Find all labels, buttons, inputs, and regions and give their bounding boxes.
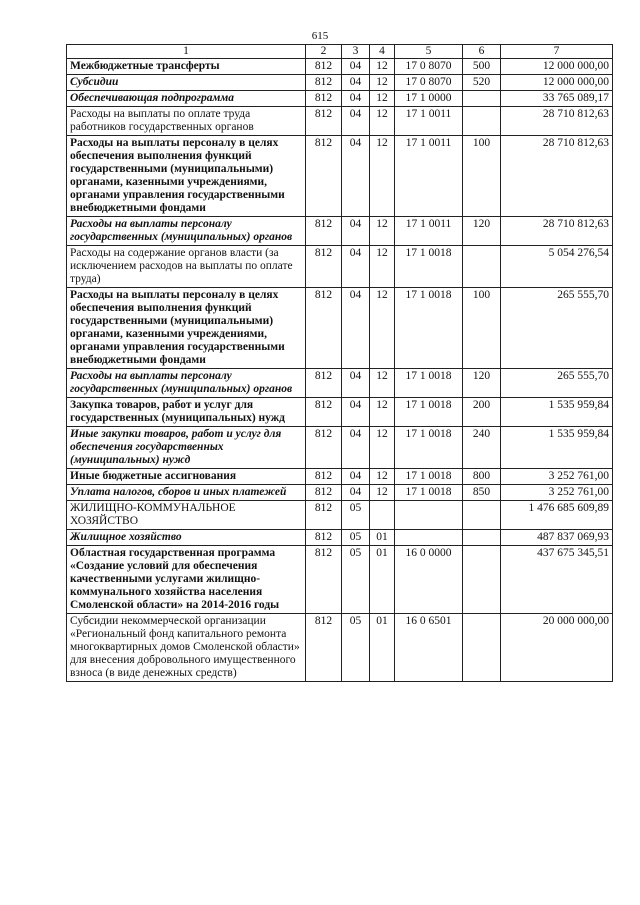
table-row — [67, 485, 613, 501]
row-subsection: 12 — [370, 427, 395, 469]
row-target-article: 17 1 0018 — [395, 427, 463, 469]
row-expense-type — [463, 546, 501, 614]
row-section: 04 — [342, 369, 370, 398]
row-section: 04 — [342, 485, 370, 501]
table-row — [67, 530, 613, 546]
row-amount: 437 675 345,51 — [501, 546, 613, 614]
row-subsection: 12 — [370, 107, 395, 136]
row-amount: 3 252 761,00 — [501, 485, 613, 501]
header-col-2: 2 — [306, 45, 342, 59]
table-row — [67, 427, 613, 469]
header-col-5: 5 — [395, 45, 463, 59]
row-subsection: 01 — [370, 614, 395, 682]
row-subsection: 12 — [370, 288, 395, 369]
table-row — [67, 246, 613, 288]
row-name: Расходы на выплаты по оплате труда работников государственных органов — [67, 107, 306, 136]
row-subsection: 12 — [370, 485, 395, 501]
header-col-7: 7 — [501, 45, 613, 59]
row-section: 05 — [342, 546, 370, 614]
row-section: 04 — [342, 136, 370, 217]
row-target-article: 17 1 0018 — [395, 485, 463, 501]
row-code-admin: 812 — [306, 246, 342, 288]
row-code-admin: 812 — [306, 485, 342, 501]
row-subsection: 12 — [370, 246, 395, 288]
row-expense-type: 240 — [463, 427, 501, 469]
row-name: Иные бюджетные ассигнования — [67, 469, 306, 485]
row-target-article: 17 1 0011 — [395, 217, 463, 246]
row-subsection: 12 — [370, 91, 395, 107]
row-code-admin: 812 — [306, 427, 342, 469]
row-amount: 1 535 959,84 — [501, 398, 613, 427]
row-section: 04 — [342, 217, 370, 246]
row-target-article: 17 1 0018 — [395, 369, 463, 398]
row-code-admin: 812 — [306, 217, 342, 246]
row-subsection: 01 — [370, 546, 395, 614]
row-code-admin: 812 — [306, 107, 342, 136]
row-name: Расходы на выплаты персоналу государственных (муниципальных) органов — [67, 369, 306, 398]
row-name: Областная государственная программа «Создание условий для обеспечения качественными услугами жилищно-коммунального хозяйства населения Смоленской области» на 2014-2016 годы — [67, 546, 306, 614]
header-col-1: 1 — [67, 45, 306, 59]
row-subsection: 12 — [370, 217, 395, 246]
row-target-article: 17 0 8070 — [395, 75, 463, 91]
row-expense-type: 120 — [463, 369, 501, 398]
row-code-admin: 812 — [306, 369, 342, 398]
row-expense-type — [463, 614, 501, 682]
row-code-admin: 812 — [306, 530, 342, 546]
row-section: 04 — [342, 427, 370, 469]
row-name: ЖИЛИЩНО-КОММУНАЛЬНОЕ ХОЗЯЙСТВО — [67, 501, 306, 530]
row-target-article: 17 1 0011 — [395, 107, 463, 136]
row-name: Жилищное хозяйство — [67, 530, 306, 546]
row-expense-type: 850 — [463, 485, 501, 501]
row-amount: 487 837 069,93 — [501, 530, 613, 546]
row-code-admin: 812 — [306, 398, 342, 427]
row-section: 05 — [342, 501, 370, 530]
row-target-article: 16 0 6501 — [395, 614, 463, 682]
row-expense-type — [463, 91, 501, 107]
row-code-admin: 812 — [306, 136, 342, 217]
row-name: Расходы на выплаты персоналу в целях обеспечения выполнения функций государственными (муниципальными) органами, казенными учреждениями, органами управления государственными внебюджетными фондами — [67, 288, 306, 369]
row-target-article: 17 0 8070 — [395, 59, 463, 75]
row-expense-type: 100 — [463, 288, 501, 369]
row-name: Закупка товаров, работ и услуг для государственных (муниципальных) нужд — [67, 398, 306, 427]
row-expense-type: 200 — [463, 398, 501, 427]
row-amount: 28 710 812,63 — [501, 217, 613, 246]
row-code-admin: 812 — [306, 546, 342, 614]
row-subsection: 12 — [370, 369, 395, 398]
row-name: Иные закупки товаров, работ и услуг для обеспечения государственных (муниципальных) нужд — [67, 427, 306, 469]
table-row — [67, 614, 613, 682]
row-amount: 28 710 812,63 — [501, 107, 613, 136]
row-code-admin: 812 — [306, 614, 342, 682]
table-row — [67, 469, 613, 485]
table-row — [67, 136, 613, 217]
row-name: Уплата налогов, сборов и иных платежей — [67, 485, 306, 501]
row-name: Расходы на выплаты персоналу государственных (муниципальных) органов — [67, 217, 306, 246]
row-subsection: 01 — [370, 530, 395, 546]
budget-table — [66, 44, 613, 682]
row-target-article — [395, 530, 463, 546]
row-section: 04 — [342, 91, 370, 107]
row-subsection: 12 — [370, 75, 395, 91]
row-expense-type — [463, 107, 501, 136]
row-name: Обеспечивающая подпрограмма — [67, 91, 306, 107]
table-row — [67, 398, 613, 427]
row-expense-type — [463, 530, 501, 546]
row-code-admin: 812 — [306, 469, 342, 485]
row-subsection: 12 — [370, 469, 395, 485]
header-col-3: 3 — [342, 45, 370, 59]
row-amount: 20 000 000,00 — [501, 614, 613, 682]
row-amount: 1 535 959,84 — [501, 427, 613, 469]
row-expense-type — [463, 246, 501, 288]
row-target-article: 17 1 0000 — [395, 91, 463, 107]
row-amount: 265 555,70 — [501, 288, 613, 369]
header-col-4: 4 — [370, 45, 395, 59]
row-amount: 12 000 000,00 — [501, 59, 613, 75]
row-target-article — [395, 501, 463, 530]
page-number: 615 — [311, 30, 329, 42]
row-section: 04 — [342, 75, 370, 91]
row-subsection — [370, 501, 395, 530]
row-name: Расходы на выплаты персоналу в целях обеспечения выполнения функций государственными (муниципальными) органами, казенными учреждениями, органами управления государственными внебюджетными фондами — [67, 136, 306, 217]
row-section: 05 — [342, 614, 370, 682]
row-target-article: 16 0 0000 — [395, 546, 463, 614]
table-row — [67, 59, 613, 75]
row-amount: 5 054 276,54 — [501, 246, 613, 288]
table-row — [67, 75, 613, 91]
row-subsection: 12 — [370, 136, 395, 217]
table-row — [67, 546, 613, 614]
row-section: 04 — [342, 107, 370, 136]
row-name: Расходы на содержание органов власти (за исключением расходов на выплаты по оплате труда) — [67, 246, 306, 288]
row-expense-type: 520 — [463, 75, 501, 91]
row-expense-type: 500 — [463, 59, 501, 75]
table-row — [67, 288, 613, 369]
row-code-admin: 812 — [306, 501, 342, 530]
row-expense-type: 800 — [463, 469, 501, 485]
row-amount: 12 000 000,00 — [501, 75, 613, 91]
row-expense-type — [463, 501, 501, 530]
row-code-admin: 812 — [306, 91, 342, 107]
table-row — [67, 107, 613, 136]
table-row — [67, 217, 613, 246]
row-code-admin: 812 — [306, 59, 342, 75]
row-name: Межбюджетные трансферты — [67, 59, 306, 75]
row-section: 04 — [342, 59, 370, 75]
row-section: 04 — [342, 469, 370, 485]
row-name: Субсидии некоммерческой организации «Региональный фонд капитального ремонта многоквартирных домов Смоленской области» для внесения добровольного имущественного взноса (в виде денежных средств) — [67, 614, 306, 682]
row-expense-type: 120 — [463, 217, 501, 246]
header-col-6: 6 — [463, 45, 501, 59]
row-target-article: 17 1 0018 — [395, 246, 463, 288]
row-amount: 33 765 089,17 — [501, 91, 613, 107]
row-amount: 3 252 761,00 — [501, 469, 613, 485]
table-row — [67, 501, 613, 530]
table-row — [67, 369, 613, 398]
table-header — [67, 45, 613, 59]
row-amount: 1 476 685 609,89 — [501, 501, 613, 530]
row-amount: 265 555,70 — [501, 369, 613, 398]
row-subsection: 12 — [370, 398, 395, 427]
row-target-article: 17 1 0011 — [395, 136, 463, 217]
row-expense-type: 100 — [463, 136, 501, 217]
row-section: 05 — [342, 530, 370, 546]
table-body — [67, 59, 613, 682]
row-code-admin: 812 — [306, 75, 342, 91]
row-section: 04 — [342, 288, 370, 369]
row-target-article: 17 1 0018 — [395, 398, 463, 427]
row-name: Субсидии — [67, 75, 306, 91]
row-target-article: 17 1 0018 — [395, 469, 463, 485]
row-amount: 28 710 812,63 — [501, 136, 613, 217]
row-subsection: 12 — [370, 59, 395, 75]
table-row — [67, 91, 613, 107]
row-section: 04 — [342, 398, 370, 427]
row-code-admin: 812 — [306, 288, 342, 369]
row-section: 04 — [342, 246, 370, 288]
row-target-article: 17 1 0018 — [395, 288, 463, 369]
